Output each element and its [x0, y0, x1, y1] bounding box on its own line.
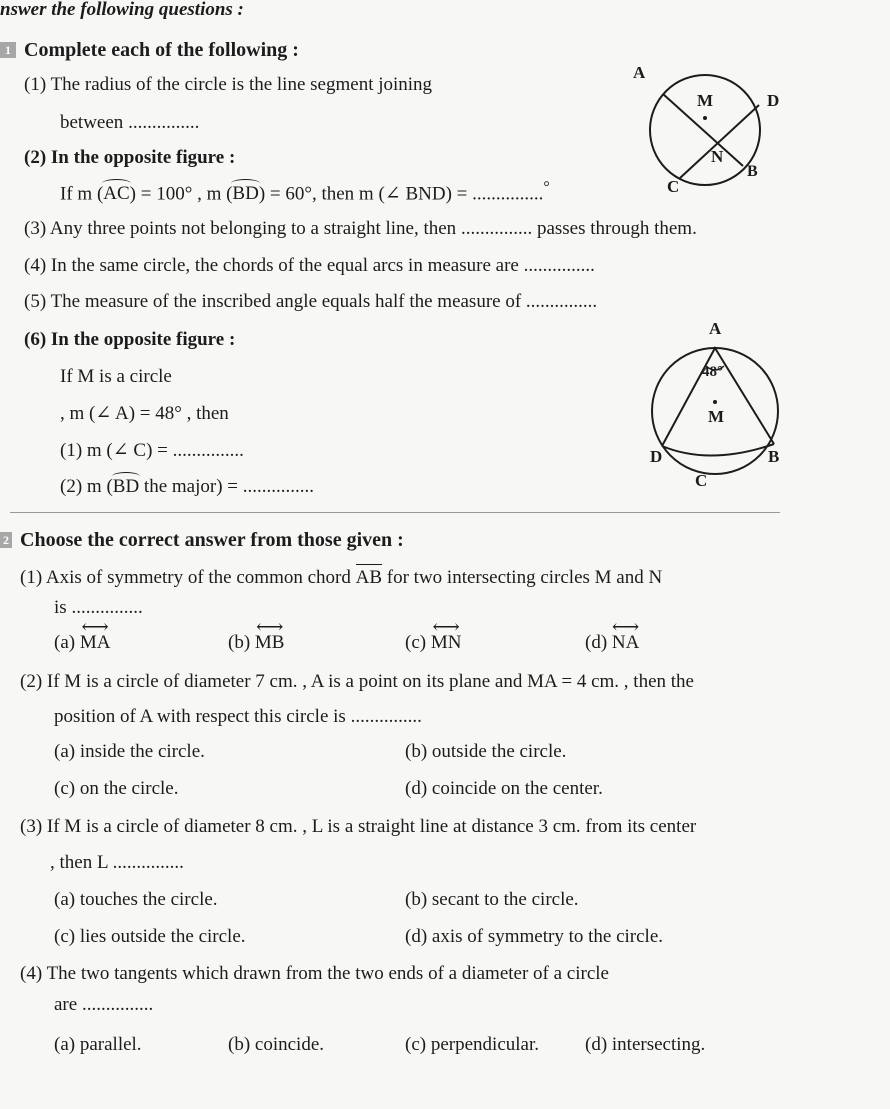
q2-4-option-c[interactable]: (c) perpendicular. [405, 1034, 539, 1055]
center-m [703, 116, 707, 120]
q2-item-3-cont: , then L ............... [50, 852, 184, 873]
answer-blank[interactable]: ............... [81, 994, 154, 1015]
question-2-badge: 2 [0, 532, 12, 548]
q2-1-option-a[interactable]: (a) ⟷ MA [54, 633, 110, 652]
q1-item-6-line1: If M is a circle [60, 366, 172, 387]
q2-4-option-b[interactable]: (b) coincide. [228, 1034, 325, 1055]
label-d: D [767, 91, 780, 110]
q1-item-1-cont: between ............... [60, 112, 200, 133]
answer-blank[interactable]: ............... [242, 476, 314, 497]
q1-item-6: (6) In the opposite figure : [24, 329, 236, 350]
q2-4-option-a[interactable]: (a) parallel. [54, 1034, 142, 1055]
answer-blank[interactable]: ............... [460, 218, 533, 239]
q1-item-2: (2) In the opposite figure : [24, 147, 236, 168]
q2-4-option-d[interactable]: (d) intersecting. [585, 1034, 706, 1055]
circle-figure-2 [640, 316, 800, 494]
section-divider [10, 512, 780, 513]
q2-item-4: (4) The two tangents which drawn from the two ends of a diameter of a circle [20, 963, 609, 984]
answer-blank[interactable]: ............... [112, 852, 184, 873]
label-a: A [633, 63, 646, 82]
question-2-title: Choose the correct answer from those given : [20, 529, 404, 551]
label-n: N [711, 147, 724, 166]
chord-dc-cb [662, 444, 774, 456]
q2-3-option-c[interactable]: (c) lies outside the circle. [54, 926, 246, 947]
q2-item-2: (2) If M is a circle of diameter 7 cm. , A is a point on its plane and MA = 4 cm. , then the [20, 671, 694, 692]
q1-item-5: (5) The measure of the inscribed angle equals half the measure of ............... [24, 291, 598, 312]
center-m [713, 400, 717, 404]
label-m: M [697, 91, 714, 110]
q2-item-1-cont: is ............... [54, 597, 143, 618]
q2-3-option-a[interactable]: (a) touches the circle. [54, 889, 218, 910]
q2-2-option-a[interactable]: (a) inside the circle. [54, 741, 205, 762]
q2-3-option-b[interactable]: (b) secant to the circle. [405, 889, 579, 910]
circle-figure-1 [615, 58, 790, 198]
label-b: B [768, 447, 780, 466]
label-c: C [667, 177, 680, 196]
answer-blank[interactable]: ............... [350, 706, 422, 727]
q2-2-option-b[interactable]: (b) outside the circle. [405, 741, 567, 762]
q1-item-1: (1) The radius of the circle is the line segment joining [24, 74, 433, 95]
label-c: C [695, 471, 708, 490]
instruction-heading: nswer the following questions : [0, 0, 244, 20]
q1-item-3: (3) Any three points not belonging to a straight line, then ............... passes through them. [24, 218, 697, 239]
q2-1-option-c[interactable]: (c) ⟷ MN [405, 633, 461, 652]
answer-blank[interactable]: ............... [172, 440, 244, 461]
angle-dab [662, 348, 774, 446]
q2-2-option-d[interactable]: (d) coincide on the center. [405, 778, 603, 799]
q1-item-6-sub2: (2) m (BD the major) = ............... [60, 476, 314, 497]
answer-blank[interactable]: ............... [523, 255, 595, 276]
q2-item-4-cont: are ............... [54, 994, 154, 1015]
question-1-title: Complete each of the following : [24, 39, 299, 61]
q1-item-6-line2: , m (∠ A) = 48° , then [60, 403, 229, 424]
answer-blank[interactable]: ............... [71, 597, 143, 618]
q1-item-6-sub1: (1) m (∠ C) = ............... [60, 440, 244, 461]
answer-blank[interactable]: ............... [128, 112, 200, 133]
question-1-badge: 1 [0, 42, 16, 58]
answer-blank[interactable]: ............... [525, 291, 598, 312]
q2-3-option-d[interactable]: (d) axis of symmetry to the circle. [405, 926, 664, 947]
q2-item-3: (3) If M is a circle of diameter 8 cm. , L is a straight line at distance 3 cm. from its center [20, 816, 697, 837]
q2-item-1: (1) Axis of symmetry of the common chord AB for two intersecting circles M and N [20, 567, 663, 588]
label-48: 48° [702, 364, 723, 380]
q2-item-2-cont: position of A with respect this circle is ............... [54, 706, 422, 727]
label-b: B [747, 163, 758, 180]
q1-item-2-cond: If m (AC) = 100° , m (BD) = 60°, then m (∠ BND) = ...............° [60, 179, 550, 205]
q2-2-option-c[interactable]: (c) on the circle. [54, 778, 179, 799]
q1-item-4: (4) In the same circle, the chords of the equal arcs in measure are ............... [24, 255, 595, 276]
q2-1-option-d[interactable]: (d) ⟷ NA [585, 633, 639, 652]
label-d: D [650, 447, 663, 466]
label-m: M [708, 407, 725, 426]
answer-blank[interactable]: ............... [472, 183, 544, 205]
label-a: A [709, 319, 722, 338]
q2-1-option-b[interactable]: (b) ⟷ MB [228, 633, 284, 652]
